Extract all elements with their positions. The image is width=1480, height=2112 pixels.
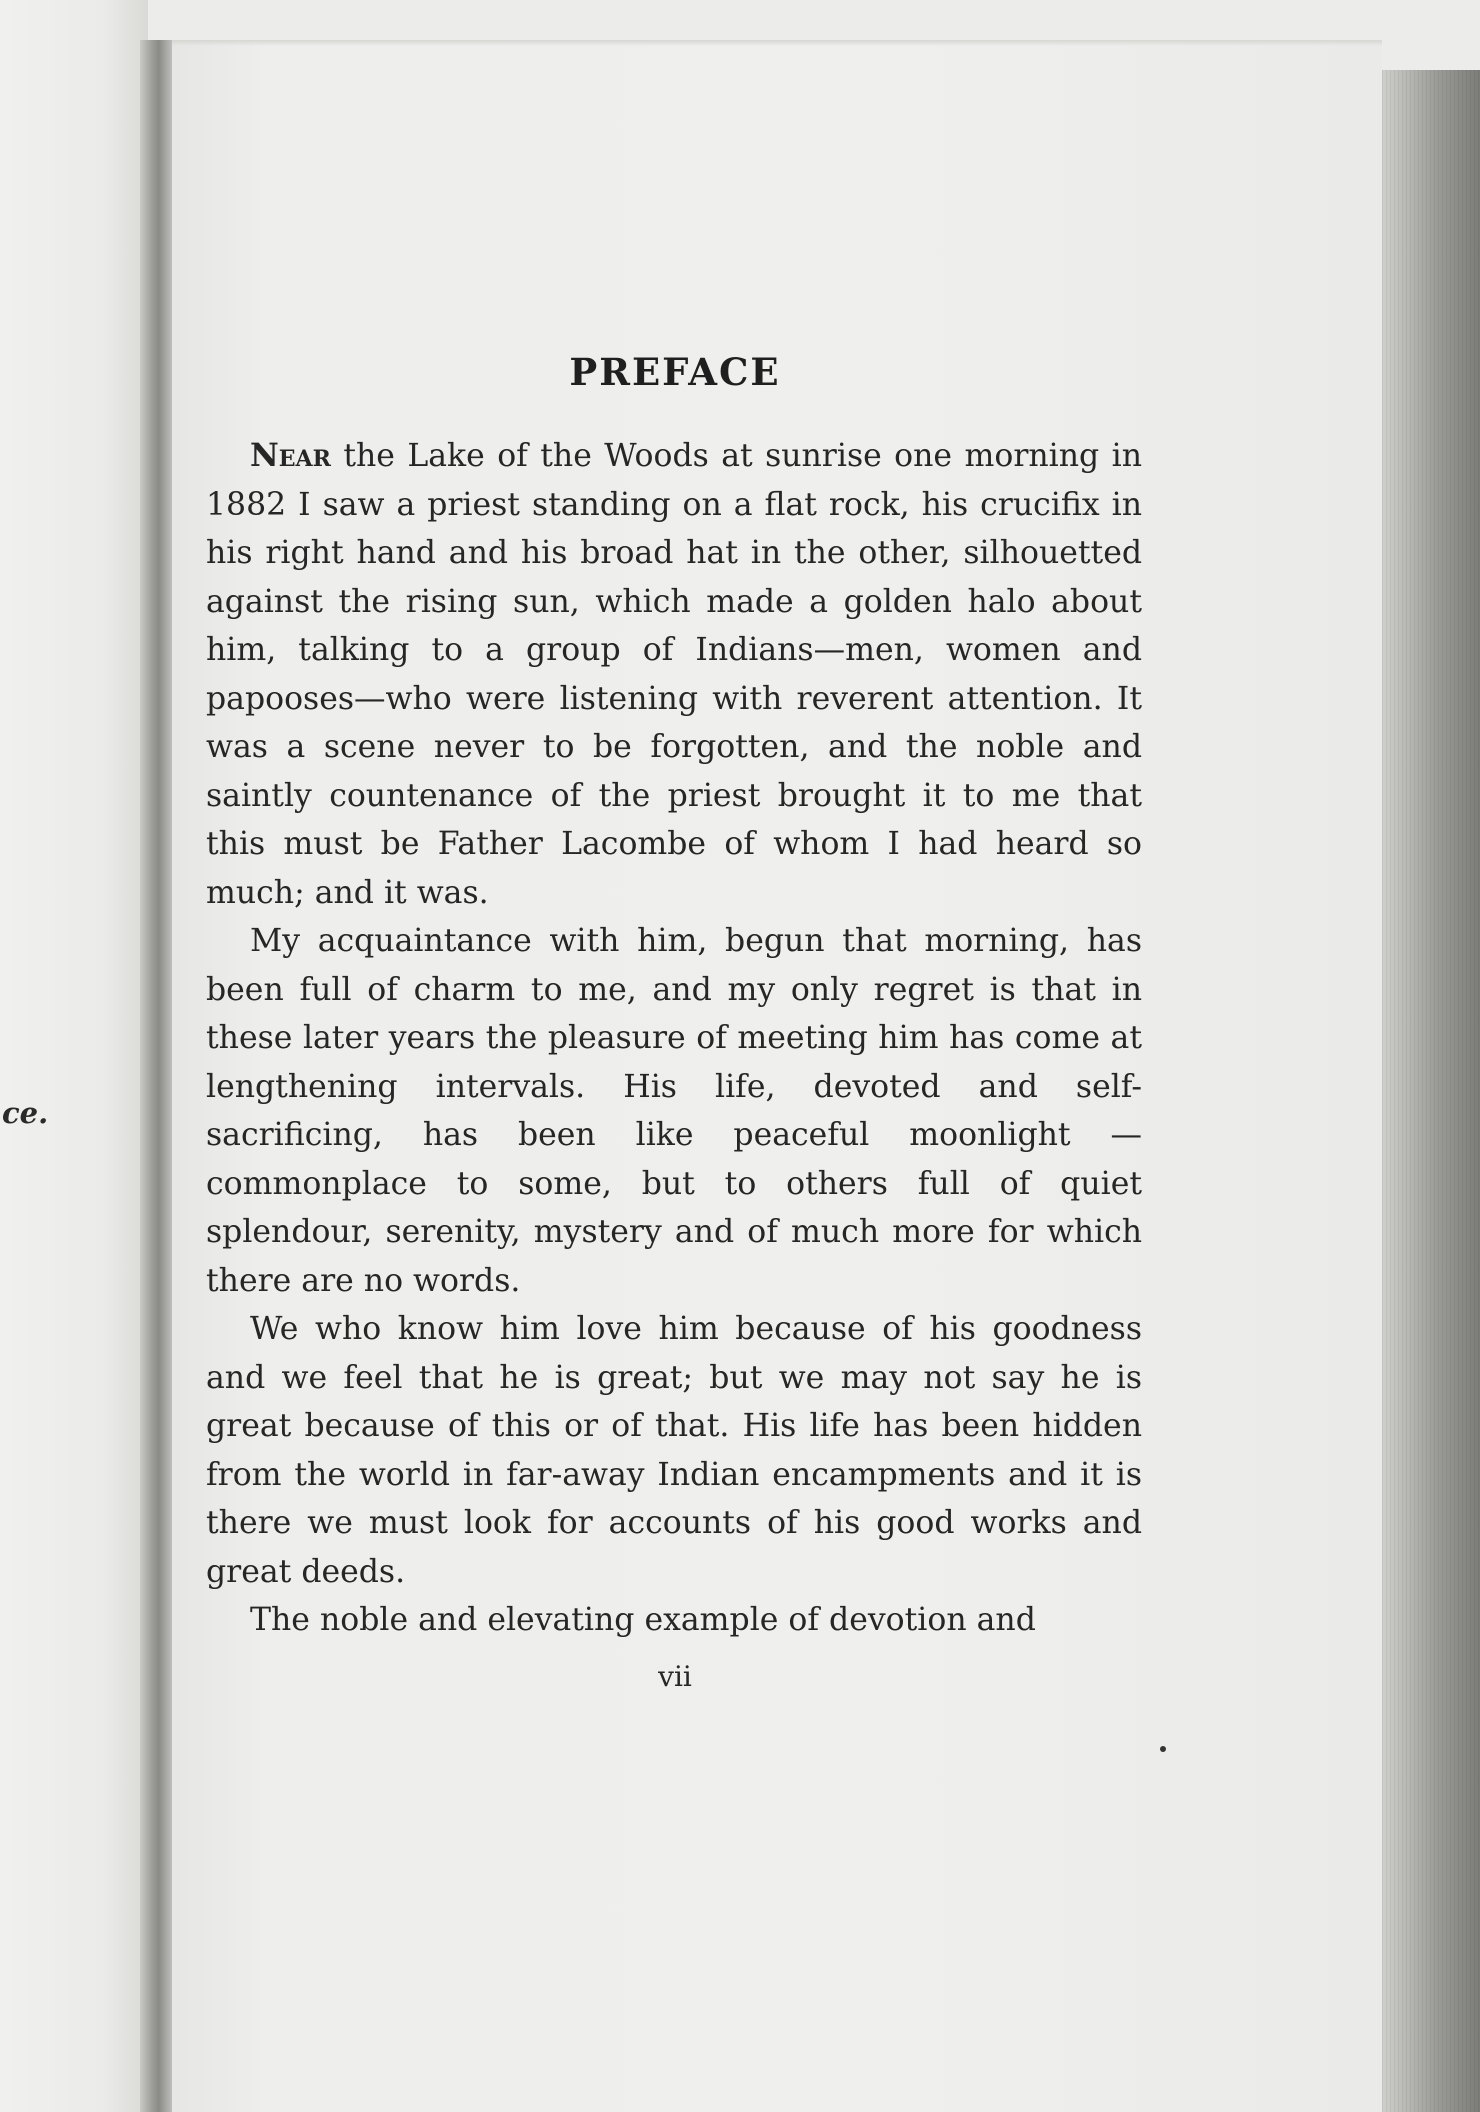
paragraph-3: We who know him love him because of his goodness and we feel that he is great; but we may not say he is great because of this or of that. His life has been hidden from the world in far-away Indian encampments and it is there we must look for accounts of his good works and great deeds. xyxy=(206,1311,1142,1590)
left-page-text-fragment: ce. xyxy=(2,1096,49,1130)
paragraph-1-text: the Lake of the Woods at sunrise one morning in 1882 I saw a priest standing on a flat rock, his crucifix in his right hand and his broad hat in the other, silhouetted against the rising sun, which made a golden halo about him, talking to a group of Indians—men, women and papooses—who were listening with reverent attention. It was a scene never to be forgotten, and the noble and saintly countenance of the priest brought it to me that this must be Father Lacombe of whom I had heard so much; and it was. xyxy=(206,438,1142,911)
page-number: vii xyxy=(658,1660,692,1693)
paragraph-4: The noble and elevating example of devotion and xyxy=(250,1602,1036,1638)
left-page xyxy=(0,0,148,2112)
page-title: PREFACE xyxy=(569,350,781,394)
paragraph-2: My acquaintance with him, begun that morning, has been full of charm to me, and my only regret is that in these later years the pleasure of meeting him has come at lengthening intervals. His life, devoted and self-sacrificing, has been like peaceful moonlight —commonplace to some, but to others full of quiet splendour, serenity, mystery and of much more for which there are no words. xyxy=(206,923,1142,1299)
ink-speck xyxy=(1160,1746,1166,1752)
page-top-shadow xyxy=(172,40,1382,46)
preface-body xyxy=(206,432,1142,1645)
paragraph-1 xyxy=(206,432,1142,917)
paragraph-1-lead-word: Near xyxy=(250,437,331,474)
book-gutter xyxy=(140,40,174,2112)
page-edges xyxy=(1382,70,1480,2112)
